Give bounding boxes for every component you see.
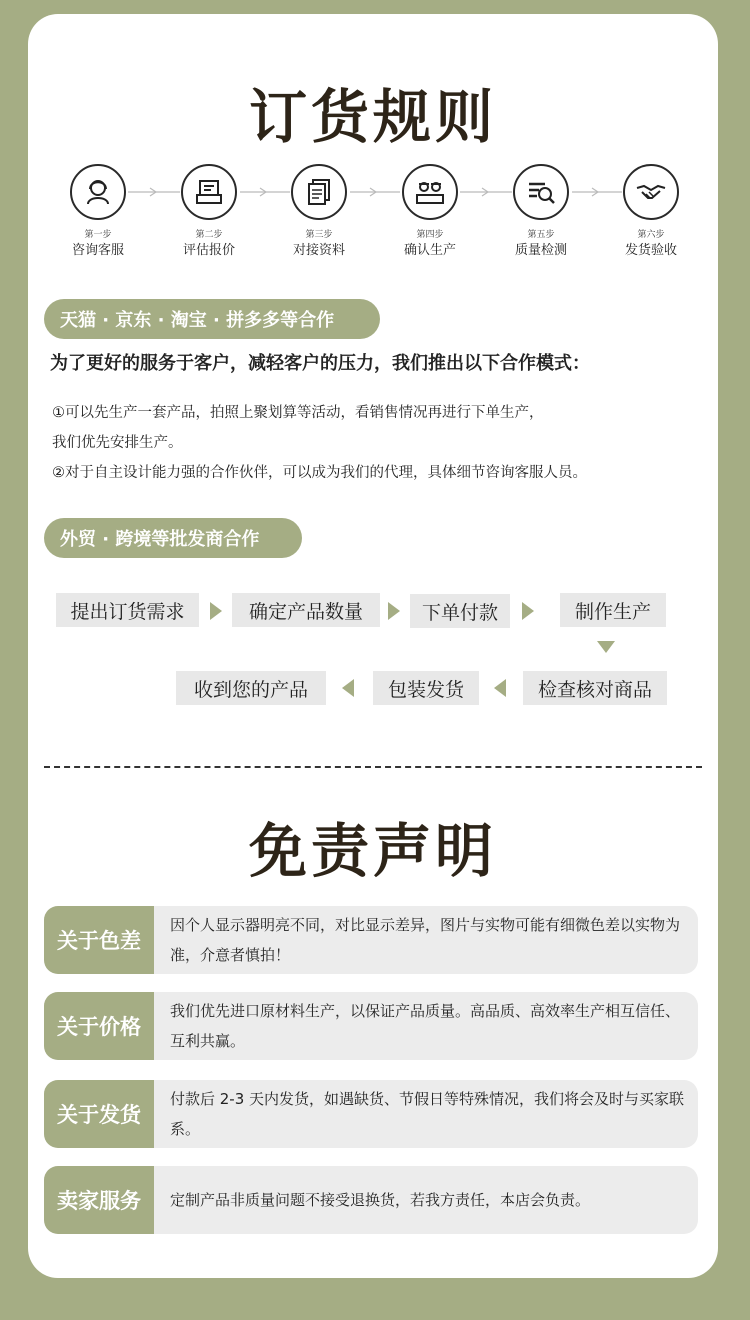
platform-line-2: 我们优先安排生产。 — [52, 435, 183, 451]
platform-line-3: ②对于自主设计能力强的合作伙伴，可以成为我们的代理，具体细节咨询客服人员。 — [52, 465, 587, 481]
flow-arrow-right — [210, 602, 222, 620]
disclaimer-text: 因个人显示器明亮不同，对比显示差异，图片与实物可能有细微色差以实物为准，介意者慎拍！ — [170, 916, 681, 964]
step-1-number: 第一步 — [84, 230, 112, 240]
step-3-label: 对接资料 — [292, 243, 345, 258]
step-4-number: 第四步 — [416, 230, 444, 240]
step-3-circle — [291, 164, 347, 220]
disclaimer-text: 定制产品非质量问题不接受退换货，若我方责任，本店会负责。 — [170, 1191, 591, 1209]
step-6-circle — [623, 164, 679, 220]
inspection-icon — [525, 176, 557, 208]
flow-arrow-left — [342, 679, 354, 697]
flow-step-inspect: 检查核对商品 — [523, 671, 667, 705]
flow-step-package: 包装发货 — [373, 671, 479, 705]
order-rules-title: 订货规则 — [248, 83, 497, 151]
step-5-number: 第五步 — [527, 230, 555, 240]
documents-icon — [303, 176, 335, 208]
disclaimer-head: 关于价格 — [44, 992, 154, 1060]
step-6-label: 发货验收 — [624, 243, 677, 258]
flow-arrow-left — [494, 679, 506, 697]
quote-icon — [193, 176, 225, 208]
flow-step-quantity: 确定产品数量 — [232, 593, 380, 627]
step-1-circle — [70, 164, 126, 220]
step-2-label: 评估报价 — [182, 243, 235, 258]
step-5-label: 质量检测 — [514, 243, 567, 258]
disclaimer-head: 卖家服务 — [44, 1166, 154, 1234]
platform-line-1: ①可以先生产一套产品，拍照上聚划算等活动，看销售情况再进行下单生产， — [52, 405, 544, 421]
handshake-icon — [634, 176, 668, 208]
step-5-circle — [513, 164, 569, 220]
step-2-number: 第二步 — [195, 230, 223, 240]
flow-step-receive: 收到您的产品 — [176, 671, 326, 705]
customer-service-icon — [82, 176, 114, 208]
section-divider — [44, 766, 702, 768]
disclaimer-title: 免责声明 — [248, 817, 497, 885]
platform-pill: 天猫 · 京东 · 淘宝 · 拼多多等合作 — [44, 299, 380, 339]
flow-arrow-down — [597, 641, 615, 653]
flow-step-request: 提出订货需求 — [56, 593, 199, 627]
step-2-circle — [181, 164, 237, 220]
disclaimer-text: 付款后 2-3 天内发货，如遇缺货、节假日等特殊情况，我们将会及时与买家联系。 — [170, 1090, 685, 1138]
flow-step-payment: 下单付款 — [410, 594, 510, 628]
workers-icon — [413, 176, 447, 208]
flow-step-production: 制作生产 — [560, 593, 666, 627]
step-1-label: 咨询客服 — [71, 243, 124, 258]
content-card — [28, 14, 718, 1278]
disclaimer-row-service — [44, 1166, 698, 1234]
disclaimer-row-shipping — [44, 1080, 698, 1148]
step-4-circle — [402, 164, 458, 220]
disclaimer-row-price — [44, 992, 698, 1060]
disclaimer-head: 关于发货 — [44, 1080, 154, 1148]
disclaimer-row-color — [44, 906, 698, 974]
flow-arrow-right — [522, 602, 534, 620]
disclaimer-text: 我们优先进口原材料生产，以保证产品质量。高品质、高效率生产相互信任、互利共赢。 — [170, 1002, 681, 1050]
disclaimer-head: 关于色差 — [44, 906, 154, 974]
flow-arrow-right — [388, 602, 400, 620]
step-4-label: 确认生产 — [403, 243, 456, 258]
platform-details — [52, 398, 702, 488]
step-3-number: 第三步 — [305, 230, 333, 240]
wholesale-pill: 外贸 · 跨境等批发商合作 — [44, 518, 302, 558]
platform-headline: 为了更好的服务于客户，减轻客户的压力，我们推出以下合作模式： — [50, 353, 590, 374]
step-6-number: 第六步 — [637, 230, 665, 240]
steps-connector — [28, 184, 718, 200]
